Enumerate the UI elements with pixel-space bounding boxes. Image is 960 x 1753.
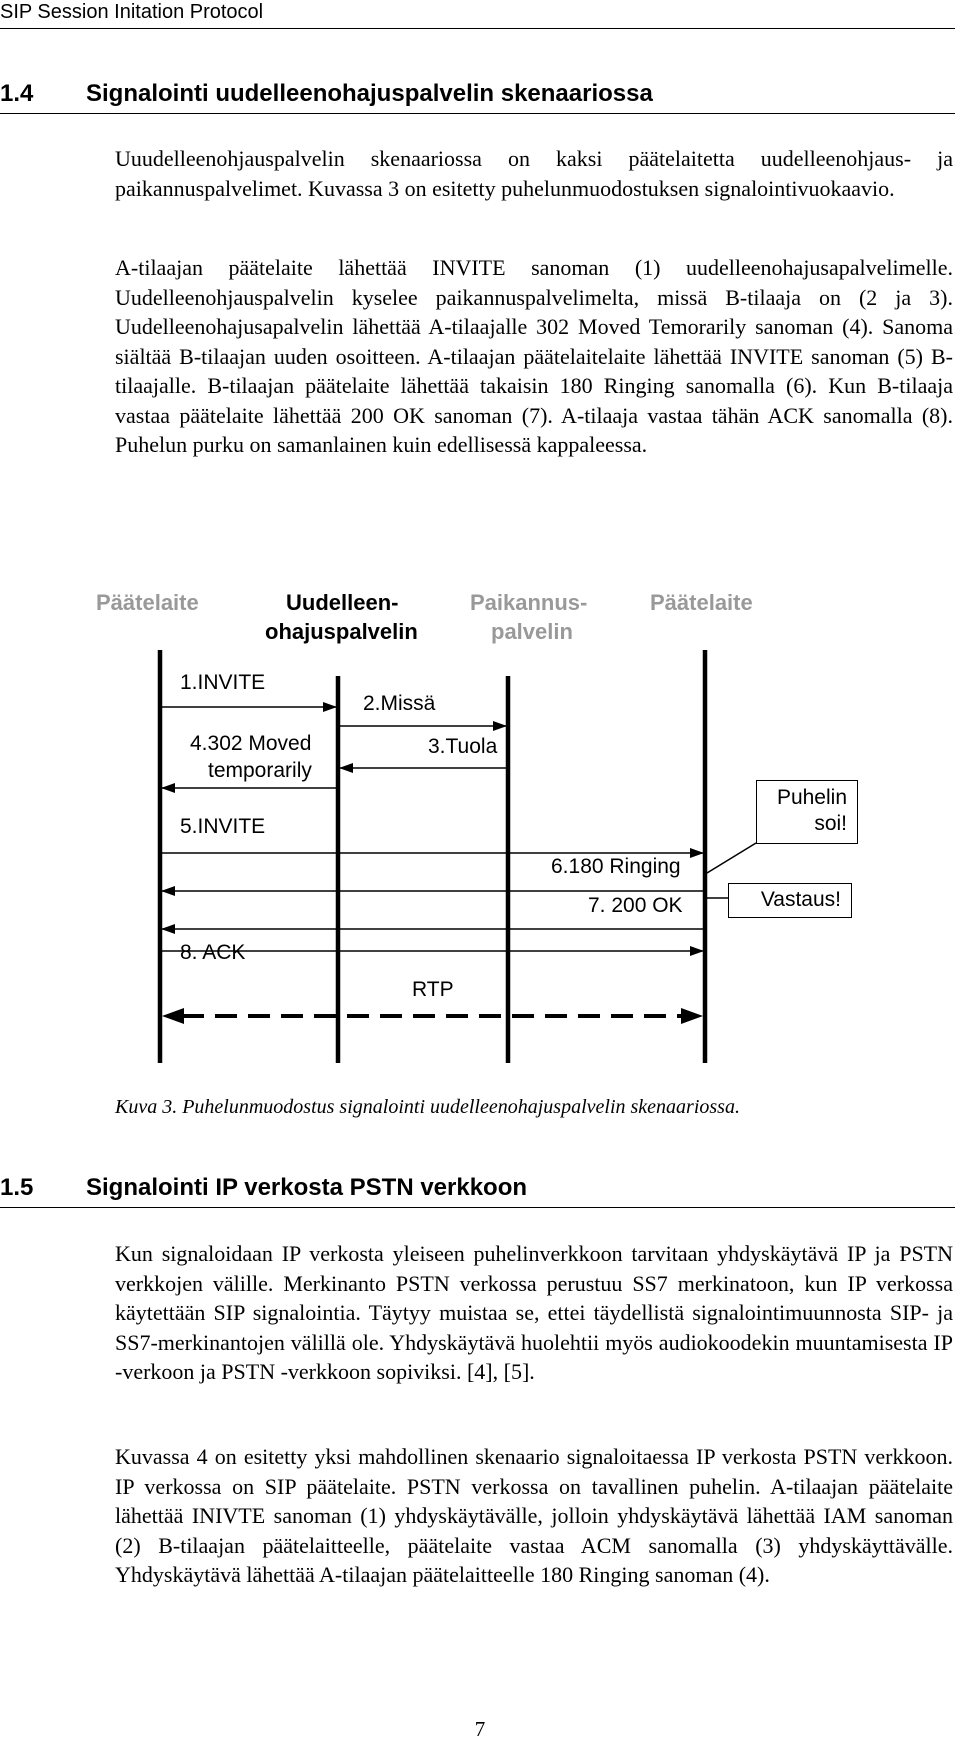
paragraph-text: Kun signaloidaan IP verkosta yleiseen puhelinverkkoon tarvitaan yhdyskäytävä IP ja PSTN verkkojen välille. Merkinanto PSTN verkossa perustuu SS7 merkinatoon, kun IP verkossa käytettään SIP signalointia. Täytyy muistaa se, ettei täydellistä signalointimuunnosta SIP- ja SS7-merkinantojen välillä ole. Yhdyskäytävä huolehtii myös audiokoodekin muuntamisesta IP -verkoon ja PSTN -verkkoon sopiviksi. [4], [5]. <box>115 1241 953 1384</box>
section-number: 1.4 <box>0 80 34 107</box>
label-3-tuola: 3.Tuola <box>428 735 498 758</box>
note-line: soi! <box>814 812 847 835</box>
paragraph-text: Uuudelleenohjauspalvelin skenaariossa on kaksi päätelaitetta uudelleenohjaus- ja paikannuspalvelimet. Kuvassa 3 on esitetty puhelunmuodostuksen signalointivuokaavio. <box>115 146 953 201</box>
label-4-302-line1: 4.302 Moved <box>190 732 312 755</box>
section-1-5-paragraph-1 <box>115 1239 953 1387</box>
section-title: Signalointi uudelleenohajuspalvelin skenaariossa <box>86 80 653 107</box>
entity-location-server-line2: palvelin <box>491 619 573 644</box>
paragraph-text: Kuvassa 4 on esitetty yksi mahdollinen skenaario signaloitaessa IP verkosta PSTN verkkoon. IP verkossa on SIP päätelaite. PSTN verkossa on tavallinen puhelin. A-tilaajan päätelaite lähettää INIVTE sanoman (1) yhdyskäytävälle, jolloin yhdyskäytävä lähettää IAM sanoman (2) B-tilaajan päätelaitteelle, päätelaite vastaa ACM sanomalla (3) yhdyskäyttävälle. Yhdyskäytävä lähettää A-tilaajan päätelaitteelle 180 Ringing sanoman (4). <box>115 1444 953 1587</box>
figure-caption: Kuva 3. Puhelunmuodostus signalointi uudelleenohajuspalvelin skenaariossa. <box>115 1096 740 1118</box>
section-heading-1-5 <box>0 1174 955 1208</box>
section-1-5-paragraph-2 <box>115 1442 953 1590</box>
entity-redirect-server-line1: Uudelleen- <box>286 590 399 615</box>
entity-a-terminal: Päätelaite <box>96 590 199 615</box>
header-title: SIP Session Initation Protocol <box>0 1 264 23</box>
entity-b-terminal: Päätelaite <box>650 590 753 615</box>
label-2-missa: 2.Missä <box>363 692 436 715</box>
rtp-arrowhead-right <box>681 1008 703 1024</box>
rtp-arrowhead-left <box>162 1008 184 1024</box>
label-5-invite: 5.INVITE <box>180 815 266 838</box>
section-number: 1.5 <box>0 1174 34 1201</box>
header-rule <box>0 28 955 29</box>
label-1-invite: 1.INVITE <box>180 671 266 694</box>
entity-location-server-line1: Paikannus- <box>470 590 588 615</box>
section-rule <box>0 1207 955 1208</box>
note-line: Vastaus! <box>760 888 841 911</box>
section-1-4-paragraph-1 <box>115 144 953 203</box>
section-heading-1-4 <box>0 80 955 114</box>
page-number: 7 <box>474 1717 486 1741</box>
section-1-4-paragraph-2 <box>115 253 953 460</box>
note-line: Puhelin <box>776 786 847 809</box>
sequence-diagram <box>0 580 960 1080</box>
section-title: Signalointi IP verkosta PSTN verkkoon <box>86 1174 528 1201</box>
label-8-ack: 8. ACK <box>180 941 246 964</box>
entity-redirect-server-line2: ohajuspalvelin <box>265 619 418 644</box>
note-phone-ringing <box>756 780 858 844</box>
note-answered <box>728 883 852 918</box>
page-header <box>0 0 960 30</box>
paragraph-text: A-tilaajan päätelaite lähettää INVITE sanoman (1) uudelleenohajusapalvelimelle. Uudelleenohjauspalvelin kyselee paikannuspalvelimelta, missä B-tilaaja on (2 ja 3). Uudelleenohajusapalvelin lähettää A-tilaajalle 302 Moved Temorarily sanoman (4). Sanoma siältää B-tilaajan uuden osoitteen. A-tilaajan päätelaitelaite lähettää INVITE sanoman (5) B-tilaajalle. B-tilaajan päätelaite lähettää takaisin 180 Ringing sanomalla (6). Kun B-tilaaja vastaa päätelaite lähettää 200 OK sanoman (7). A-tilaaja vastaa tähän ACK sanomalla (8). Puhelun purku on samanlainen kuin edellisessä kappaleessa. <box>115 255 953 457</box>
section-rule <box>0 113 955 114</box>
label-4-302-line2: temporarily <box>208 759 312 782</box>
label-6-180-ringing: 6.180 Ringing <box>551 855 681 878</box>
note-connector-ringing <box>707 843 756 873</box>
label-rtp: RTP <box>412 978 454 1001</box>
label-7-200-ok: 7. 200 OK <box>588 894 683 917</box>
